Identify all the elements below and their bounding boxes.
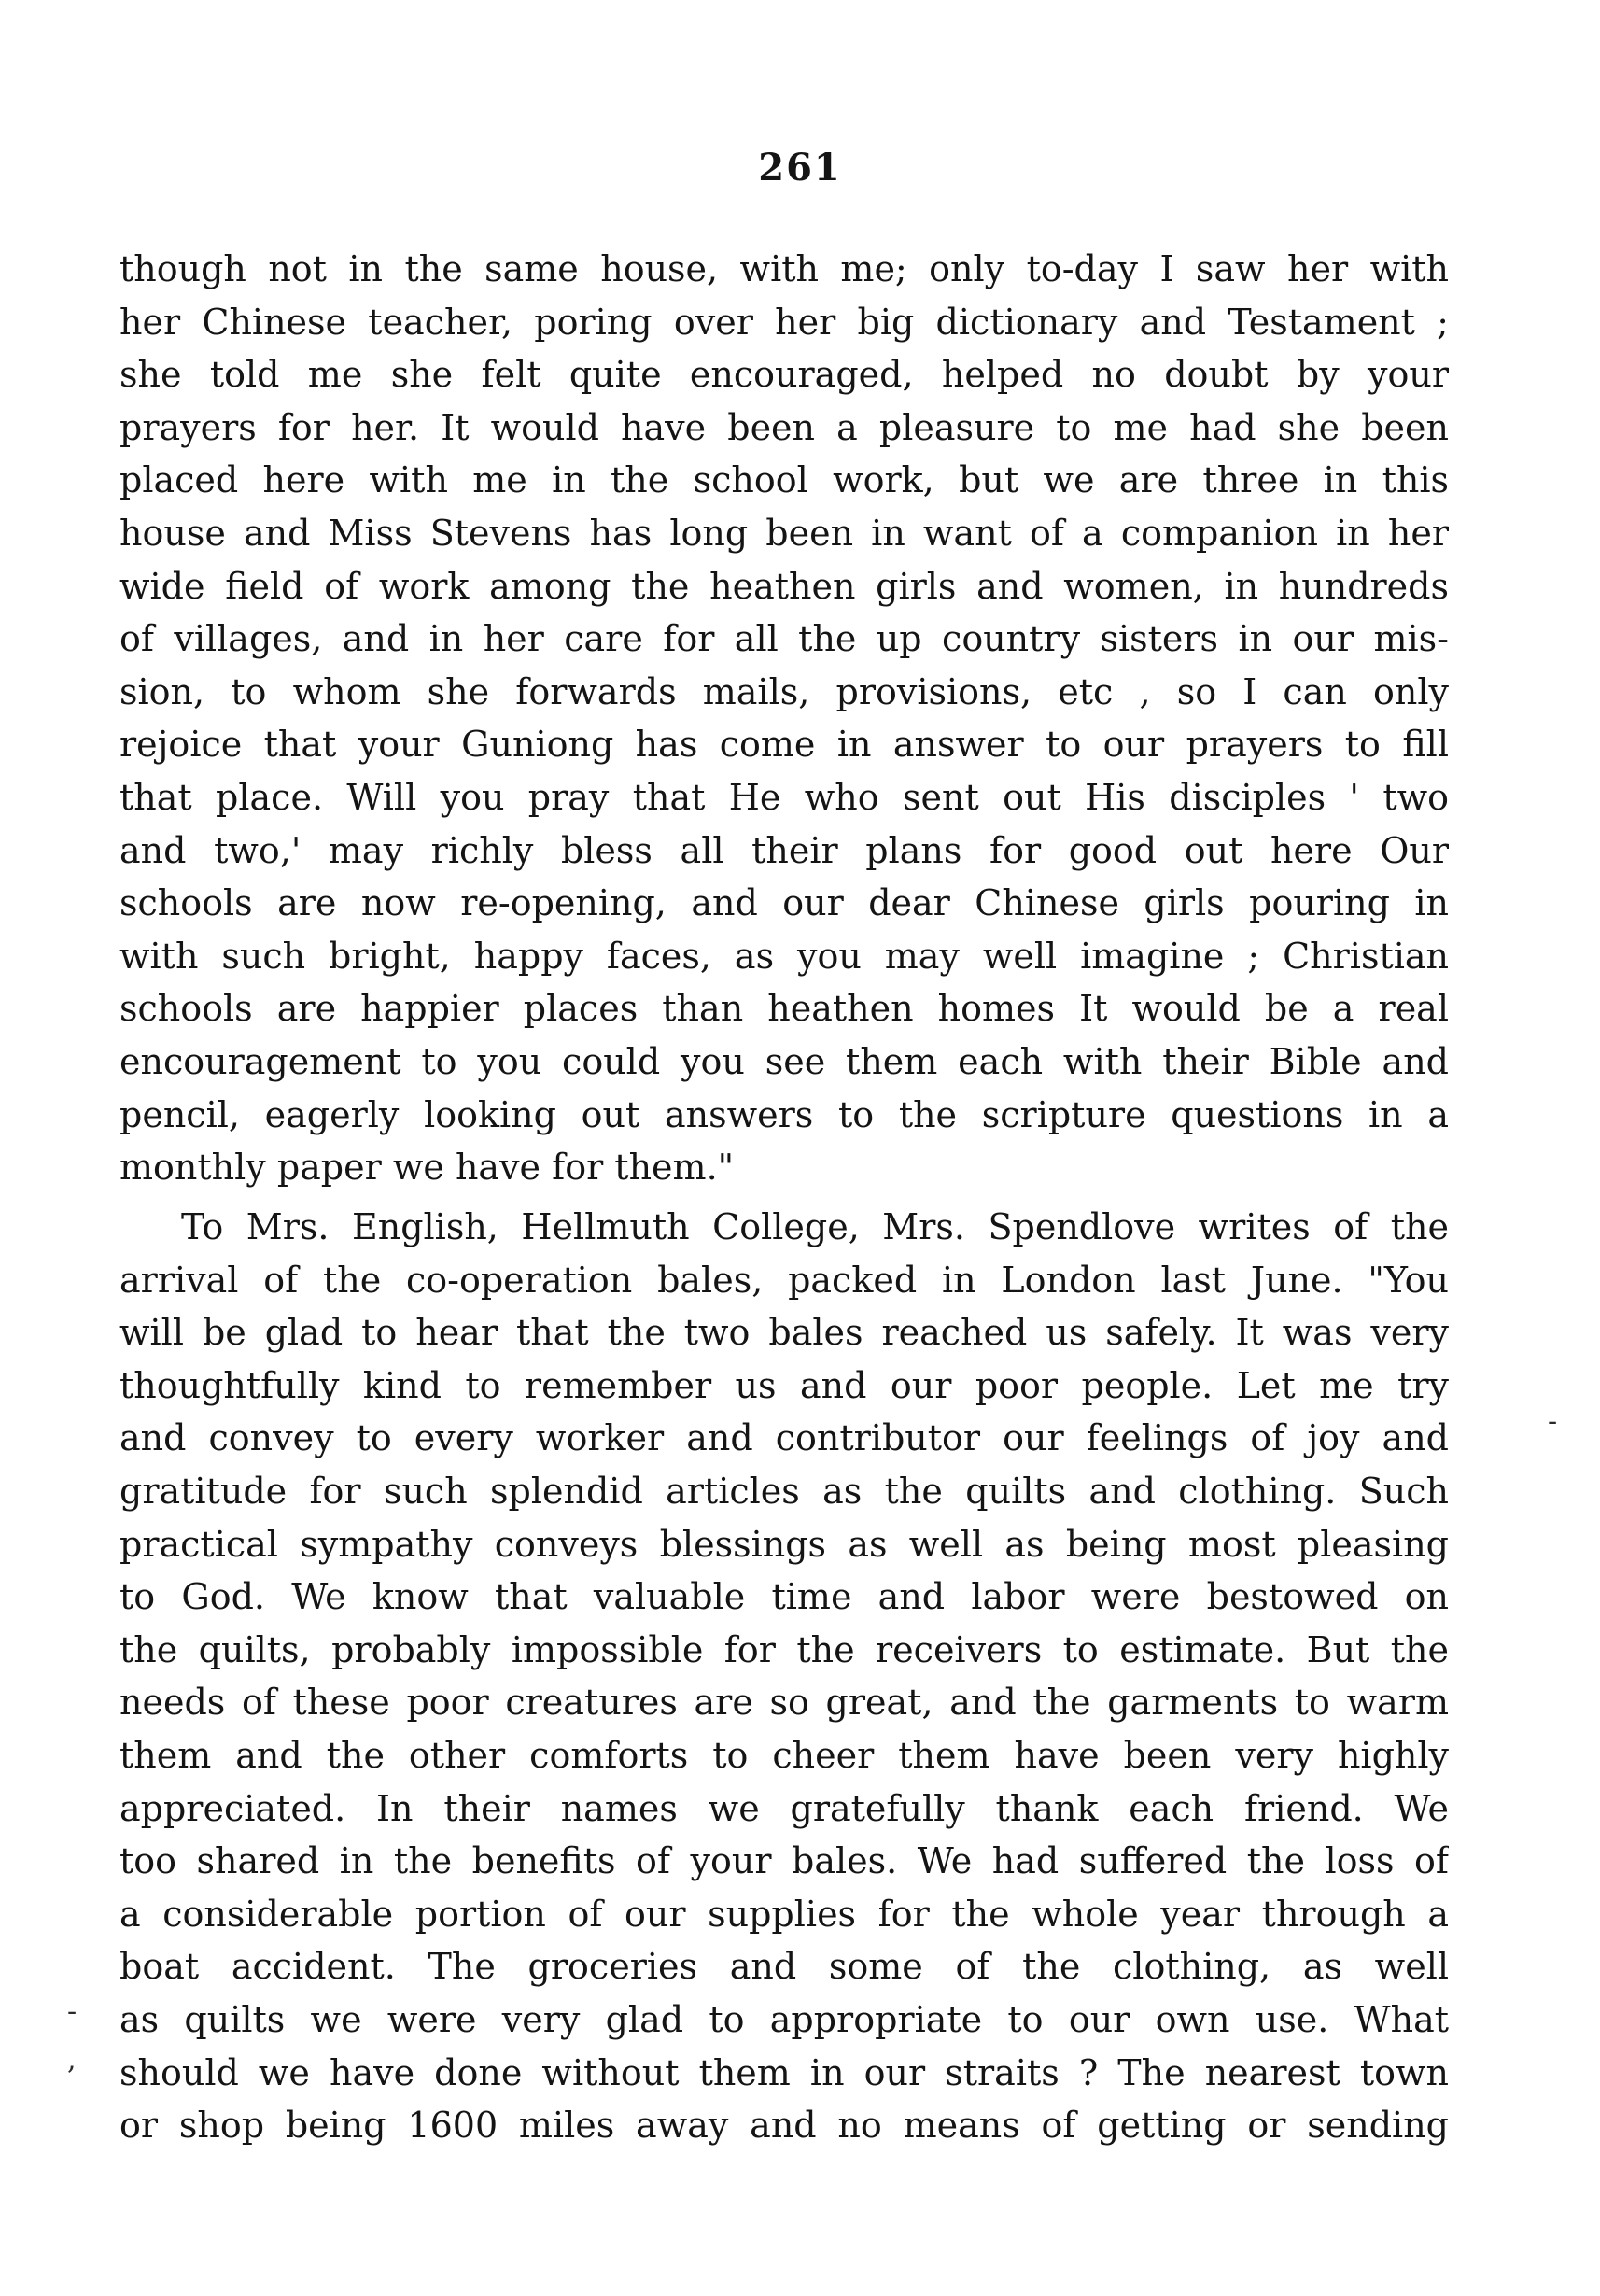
text-line: that place. Will you pray that He who sent out His disciples ' two bbox=[119, 776, 1449, 818]
text-line: practical sympathy conveys blessings as well as being most pleasing bbox=[119, 1523, 1449, 1565]
text-line: house and Miss Stevens has long been in want of a companion in her bbox=[119, 512, 1449, 554]
text-line: wide field of work among the heathen girls and women, in hundreds bbox=[119, 565, 1449, 607]
text-line: sion, to whom she forwards mails, provisions, etc , so I can only bbox=[119, 670, 1449, 712]
text-line: schools are happier places than heathen homes It would be a real bbox=[119, 988, 1449, 1030]
margin-mark: - bbox=[67, 1995, 77, 2028]
text-line: will be glad to hear that the two bales reached us safely. It was very bbox=[119, 1312, 1449, 1354]
text-line: as quilts we were very glad to appropriate to our own use. What bbox=[119, 1998, 1449, 2040]
text-line: too shared in the benefits of your bales. We had suffered the loss of bbox=[119, 1840, 1449, 1882]
text-line: should we have done without them in our straits ? The nearest town bbox=[119, 2051, 1449, 2093]
text-line: and convey to every worker and contributor our feelings of joy and bbox=[119, 1417, 1449, 1459]
text-line: or shop being 1600 miles away and no means of getting or sending bbox=[119, 2105, 1449, 2147]
page-number: 261 bbox=[758, 146, 842, 190]
text-line: gratitude for such splendid articles as the quilts and clothing. Such bbox=[119, 1470, 1449, 1512]
text-line: monthly paper we have for them." bbox=[119, 1147, 735, 1189]
text-line: arrival of the co-operation bales, packed in London last June. "You bbox=[119, 1259, 1449, 1301]
text-line: prayers for her. It would have been a pleasure to me had she been bbox=[119, 406, 1449, 448]
text-line: to God. We know that valuable time and labor were bestowed on bbox=[119, 1576, 1449, 1618]
text-line: To Mrs. English, Hellmuth College, Mrs. Spendlove writes of the bbox=[181, 1206, 1449, 1247]
text-line: schools are now re-opening, and our dear Chinese girls pouring in bbox=[119, 882, 1449, 924]
text-line: thoughtfully kind to remember us and our poor people. Let me try bbox=[119, 1364, 1449, 1406]
paragraph-1 bbox=[119, 243, 1449, 1194]
paragraph-2 bbox=[119, 1201, 1449, 2152]
text-line: with such bright, happy faces, as you may well imagine ; Christian bbox=[119, 935, 1449, 977]
text-line: her Chinese teacher, poring over her big dictionary and Testament ; bbox=[119, 301, 1449, 343]
text-line: rejoice that your Guniong has come in answer to our prayers to fill bbox=[119, 724, 1449, 766]
text-line: of villages, and in her care for all the up country sisters in our mis- bbox=[119, 618, 1449, 660]
text-line: the quilts, probably impossible for the receivers to estimate. But the bbox=[119, 1628, 1449, 1670]
text-line: pencil, eagerly looking out answers to the scripture questions in a bbox=[119, 1093, 1449, 1135]
text-line: a considerable portion of our supplies for the whole year through a bbox=[119, 1893, 1449, 1935]
text-line: placed here with me in the school work, but we are three in this bbox=[119, 459, 1449, 501]
text-line: boat accident. The groceries and some of the clothing, as well bbox=[119, 1946, 1449, 1988]
text-line: them and the other comforts to cheer them have been very highly bbox=[119, 1734, 1449, 1776]
text-line: encouragement to you could you see them each with their Bible and bbox=[119, 1040, 1449, 1082]
text-line: appreciated. In their names we gratefully thank each friend. We bbox=[119, 1787, 1449, 1829]
margin-mark: - bbox=[1548, 1405, 1558, 1438]
margin-mark: , bbox=[67, 2044, 77, 2077]
text-line: she told me she felt quite encouraged, helped no doubt by your bbox=[119, 354, 1449, 396]
text-line: needs of these poor creatures are so great, and the garments to warm bbox=[119, 1682, 1449, 1724]
text-line: and two,' may richly bless all their plans for good out here Our bbox=[119, 829, 1449, 871]
text-line: though not in the same house, with me; only to-day I saw her with bbox=[119, 248, 1449, 289]
